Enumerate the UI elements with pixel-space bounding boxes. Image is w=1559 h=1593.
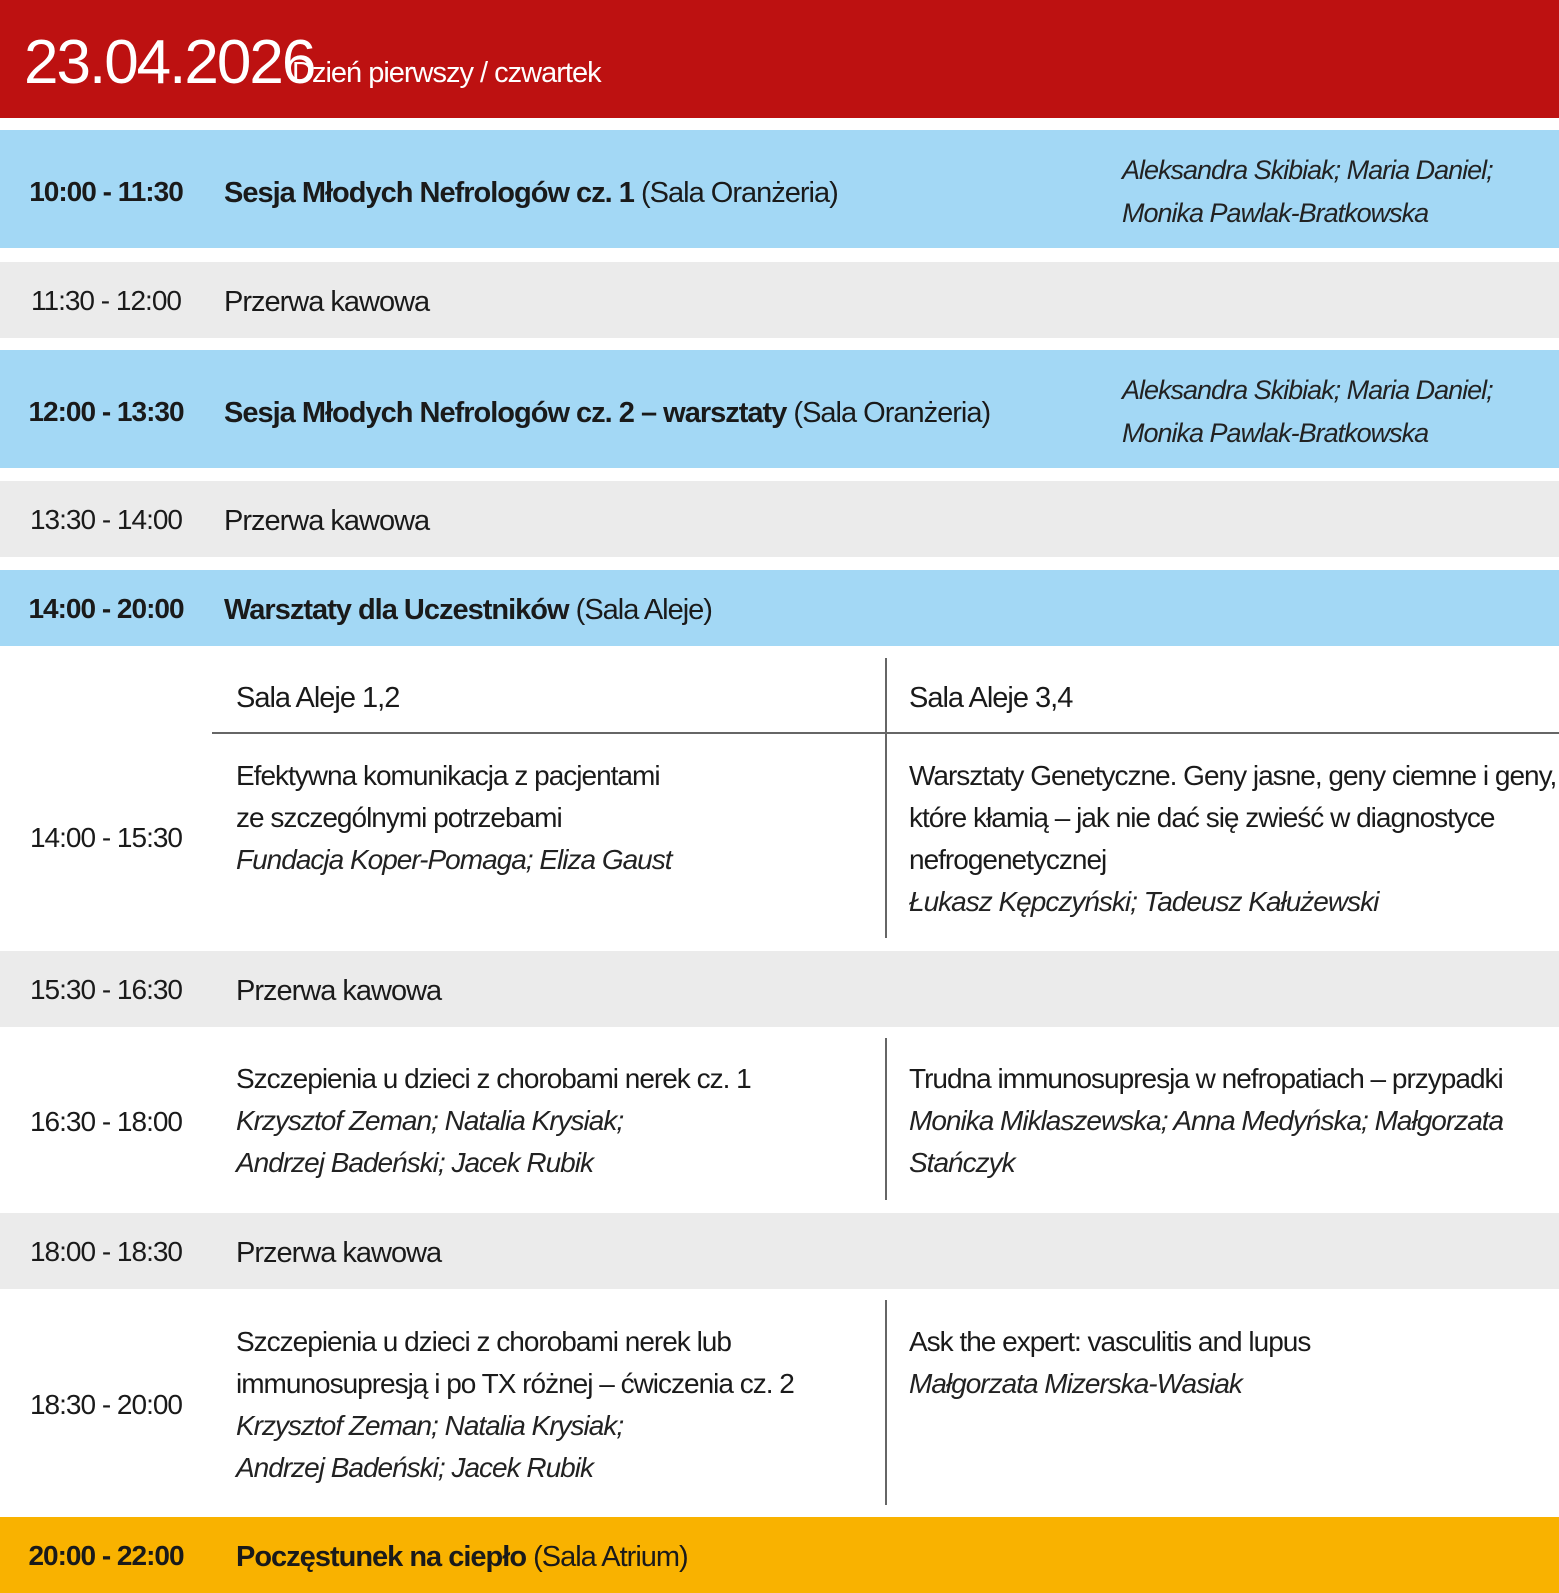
session-title-wrap xyxy=(224,592,712,628)
workshop-persons: Łukasz Kępczyński; Tadeusz Kałużewski xyxy=(909,886,1379,917)
session-title: Poczęstunek na ciepło xyxy=(236,1541,527,1573)
session-title-wrap xyxy=(224,395,990,431)
session-room: (Sala Aleje) xyxy=(575,594,712,626)
session-time: 12:00 - 13:30 xyxy=(28,396,184,427)
column-divider xyxy=(885,1038,887,1200)
break-row-4 xyxy=(0,1213,1559,1289)
session-title-wrap xyxy=(236,1539,688,1575)
session-title: Sesja Młodych Nefrologów cz. 1 xyxy=(224,177,634,209)
session-time: 10:00 - 11:30 xyxy=(29,176,183,207)
session-room: (Sala Oranżeria) xyxy=(793,397,991,429)
session-room: (Sala Oranżeria) xyxy=(641,177,838,209)
break-time: 15:30 - 16:30 xyxy=(29,974,183,1005)
workshop-time: 18:30 - 20:00 xyxy=(29,1389,183,1420)
room-header-left: Sala Aleje 1,2 xyxy=(236,682,400,714)
break-time: 13:30 - 14:00 xyxy=(29,504,183,535)
room-header-right: Sala Aleje 3,4 xyxy=(909,682,1073,714)
session-time: 20:00 - 22:00 xyxy=(28,1540,184,1571)
break-title: Przerwa kawowa xyxy=(224,286,430,318)
session-time: 14:00 - 20:00 xyxy=(28,593,184,624)
workshop-title: Trudna immunosupresja w nefropatiach – przypadki xyxy=(909,1063,1503,1094)
workshop-persons: Monika Miklaszewska; Anna Medyńska; Małgorzata Stańczyk xyxy=(909,1105,1504,1178)
workshop-persons: Krzysztof Zeman; Natalia Krysiak; Andrzej Badeński; Jacek Rubik xyxy=(236,1410,624,1483)
break-row-3 xyxy=(0,951,1559,1027)
chairs-line: Aleksandra Skibiak; Maria Daniel; xyxy=(1122,155,1493,185)
session-chairs xyxy=(1122,369,1493,455)
workshop-left xyxy=(236,1058,866,1184)
workshop-persons: Małgorzata Mizerska-Wasiak xyxy=(909,1368,1242,1399)
column-divider xyxy=(885,1300,887,1505)
workshop-right xyxy=(909,1058,1557,1184)
workshop-right xyxy=(909,755,1557,923)
day-date: 23.04.2026 xyxy=(24,28,315,97)
workshop-title: Ask the expert: vasculitis and lupus xyxy=(909,1326,1311,1357)
day-name: Dzień pierwszy / czwartek xyxy=(292,57,601,89)
break-time: 18:00 - 18:30 xyxy=(29,1236,183,1267)
break-time: 11:30 - 12:00 xyxy=(31,285,181,316)
workshop-time: 14:00 - 15:30 xyxy=(29,822,183,853)
session-title: Sesja Młodych Nefrologów cz. 2 – warsztaty xyxy=(224,397,787,429)
workshop-left xyxy=(236,755,866,881)
workshop-persons: Fundacja Koper-Pomaga; Eliza Gaust xyxy=(236,844,672,875)
session-chairs xyxy=(1122,149,1493,235)
workshop-title: Szczepienia u dzieci z chorobami nerek cz. 1 xyxy=(236,1063,751,1094)
workshop-title: Efektywna komunikacja z pacjentami ze szczególnymi potrzebami xyxy=(236,760,660,833)
workshop-title: Szczepienia u dzieci z chorobami nerek lub immunosupresją i po TX różnej – ćwiczenia cz. 2 xyxy=(236,1326,794,1399)
evening-row xyxy=(0,1517,1559,1593)
workshop-left xyxy=(236,1321,876,1489)
workshop-time: 16:30 - 18:00 xyxy=(29,1106,183,1137)
chairs-line: Monika Pawlak-Bratkowska xyxy=(1122,418,1429,448)
chairs-line: Aleksandra Skibiak; Maria Daniel; xyxy=(1122,375,1493,405)
chairs-line: Monika Pawlak-Bratkowska xyxy=(1122,198,1429,228)
session-title-wrap xyxy=(224,175,838,211)
session-room: (Sala Atrium) xyxy=(533,1541,688,1573)
workshop-right xyxy=(909,1321,1557,1405)
break-title: Przerwa kawowa xyxy=(236,1237,442,1269)
workshop-persons: Krzysztof Zeman; Natalia Krysiak; Andrzej Badeński; Jacek Rubik xyxy=(236,1105,624,1178)
break-title: Przerwa kawowa xyxy=(224,505,430,537)
workshop-title: Warsztaty Genetyczne. Geny jasne, geny ciemne i geny, które kłamią – jak nie dać się zwieść w diagnostyce nefrogenetycznej xyxy=(909,760,1557,875)
column-divider xyxy=(885,658,887,938)
break-title: Przerwa kawowa xyxy=(236,975,442,1007)
session-title: Warsztaty dla Uczestników xyxy=(224,594,569,626)
